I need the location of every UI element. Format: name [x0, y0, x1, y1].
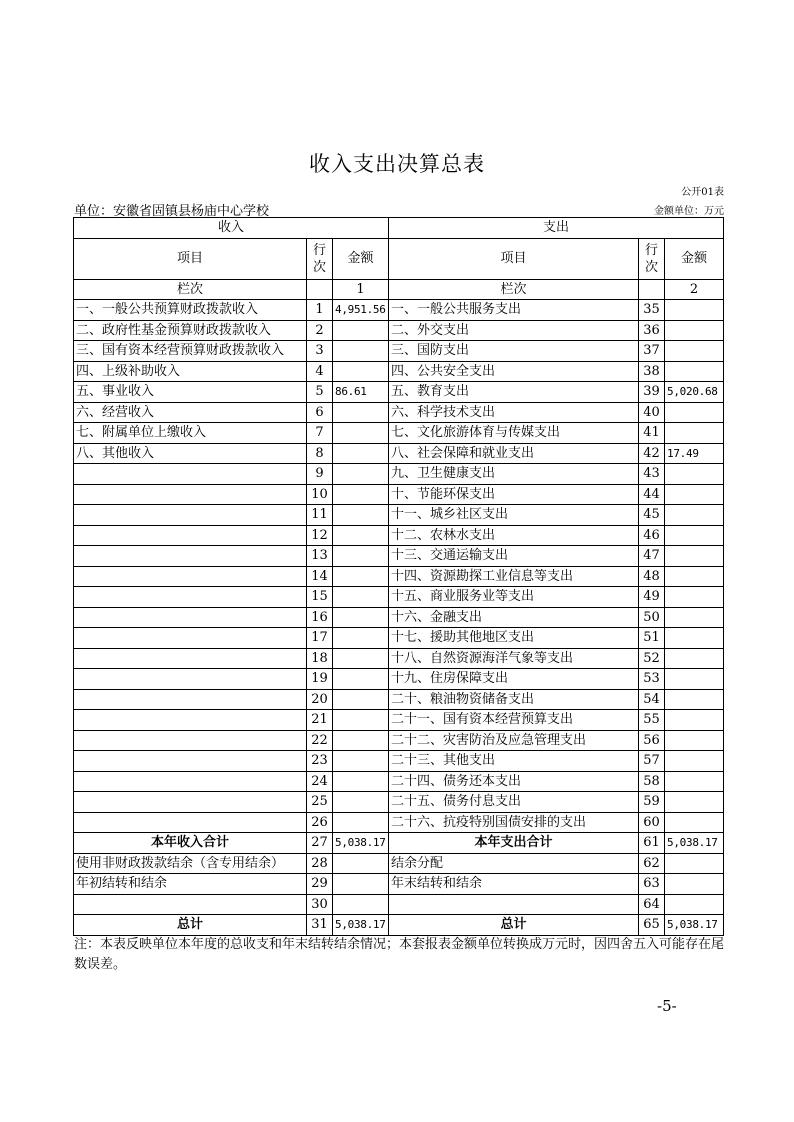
expense-item-header: 项目 [389, 238, 639, 279]
expense-line-no-cell: 59 [639, 792, 665, 813]
expense-amount-cell [665, 484, 724, 505]
income-amount-cell: 5,038.17 [333, 915, 389, 936]
income-column-label: 栏次 [74, 279, 307, 300]
expense-amount-cell [665, 566, 724, 587]
income-line-no-cell: 7 [307, 423, 333, 444]
column-header-row [74, 238, 724, 279]
expense-line-no-cell: 63 [639, 874, 665, 895]
expense-line-no-cell: 49 [639, 587, 665, 608]
expense-amount-cell: 5,020.68 [665, 382, 724, 403]
income-amount-cell [333, 505, 389, 526]
expense-line-no-cell: 36 [639, 320, 665, 341]
table-row [74, 382, 724, 403]
income-line-no-cell: 6 [307, 402, 333, 423]
income-line-no-cell: 13 [307, 546, 333, 567]
income-item-cell: 二、政府性基金预算财政拨款收入 [74, 320, 307, 341]
expense-line-no-cell: 55 [639, 710, 665, 731]
income-item-cell [74, 607, 307, 628]
income-line-no-cell: 3 [307, 341, 333, 362]
income-amount-cell [333, 771, 389, 792]
expense-line-no-cell: 57 [639, 751, 665, 772]
table-row [74, 853, 724, 874]
expense-amount-cell [665, 689, 724, 710]
expense-item-cell: 十一、城乡社区支出 [389, 505, 639, 526]
income-amount-cell [333, 525, 389, 546]
income-amount-cell [333, 669, 389, 690]
expense-amount-cell [665, 628, 724, 649]
income-amount-cell: 4,951.56 [333, 300, 389, 321]
expense-amount-cell [665, 587, 724, 608]
expense-amount-cell: 17.49 [665, 443, 724, 464]
expense-item-cell: 十九、住房保障支出 [389, 669, 639, 690]
expense-amount-cell [665, 423, 724, 444]
income-line-no-cell: 19 [307, 669, 333, 690]
income-line-no-cell: 15 [307, 587, 333, 608]
expense-line-no-cell: 48 [639, 566, 665, 587]
income-amount-cell: 86.61 [333, 382, 389, 403]
income-line-no-cell: 20 [307, 689, 333, 710]
expense-header: 支出 [389, 218, 724, 239]
income-line-no-cell: 28 [307, 853, 333, 874]
section-header-row [74, 218, 724, 239]
income-item-cell [74, 484, 307, 505]
table-row [74, 525, 724, 546]
income-item-cell: 本年收入合计 [74, 833, 307, 854]
expense-amount-cell [665, 874, 724, 895]
expense-amount-cell [665, 300, 724, 321]
expense-column-index: 2 [665, 279, 724, 300]
income-line-no-cell: 18 [307, 648, 333, 669]
income-line-no-cell: 21 [307, 710, 333, 731]
table-row [74, 730, 724, 751]
expense-line-no-cell: 44 [639, 484, 665, 505]
income-amount-cell [333, 607, 389, 628]
table-row [74, 505, 724, 526]
income-amount-cell [333, 341, 389, 362]
income-item-cell [74, 648, 307, 669]
column-index-row [74, 279, 724, 300]
expense-line-no-cell: 47 [639, 546, 665, 567]
expense-amount-cell: 5,038.17 [665, 915, 724, 936]
table-row [74, 751, 724, 772]
income-line-no-cell: 25 [307, 792, 333, 813]
expense-line-no-cell: 62 [639, 853, 665, 874]
form-number: 公开01表 [681, 187, 724, 198]
expense-item-cell: 二十三、其他支出 [389, 751, 639, 772]
table-row [74, 484, 724, 505]
table-row [74, 300, 724, 321]
income-item-cell [74, 894, 307, 915]
income-amount-cell [333, 320, 389, 341]
income-item-cell [74, 710, 307, 731]
expense-amount-cell [665, 853, 724, 874]
empty-cell [639, 279, 665, 300]
expense-line-no-cell: 35 [639, 300, 665, 321]
expense-line-no-cell: 45 [639, 505, 665, 526]
income-item-cell: 总计 [74, 915, 307, 936]
expense-item-cell: 总计 [389, 915, 639, 936]
expense-amount-cell [665, 361, 724, 382]
expense-amount-cell [665, 812, 724, 833]
expense-line-no-cell: 60 [639, 812, 665, 833]
expense-item-cell: 十六、金融支出 [389, 607, 639, 628]
expense-amount-cell [665, 464, 724, 485]
income-item-header: 项目 [74, 238, 307, 279]
income-line-no-cell: 5 [307, 382, 333, 403]
expense-item-cell: 五、教育支出 [389, 382, 639, 403]
expense-amount-cell [665, 648, 724, 669]
expense-item-cell: 十二、农林水支出 [389, 525, 639, 546]
expense-item-cell: 七、文化旅游体育与传媒支出 [389, 423, 639, 444]
expense-item-cell: 二十、粮油物资储备支出 [389, 689, 639, 710]
table-row [74, 587, 724, 608]
income-item-cell: 年初结转和结余 [74, 874, 307, 895]
expense-item-cell: 十五、商业服务业等支出 [389, 587, 639, 608]
expense-item-cell: 二十四、债务还本支出 [389, 771, 639, 792]
expense-amount-cell [665, 402, 724, 423]
income-amount-cell [333, 648, 389, 669]
income-line-no-cell: 2 [307, 320, 333, 341]
income-line-no-cell: 16 [307, 607, 333, 628]
expense-item-cell: 十八、自然资源海洋气象等支出 [389, 648, 639, 669]
table-row [74, 689, 724, 710]
income-item-cell: 八、其他收入 [74, 443, 307, 464]
income-line-no-cell: 23 [307, 751, 333, 772]
income-item-cell [74, 730, 307, 751]
income-item-cell [74, 546, 307, 567]
income-amount-cell [333, 423, 389, 444]
income-item-cell [74, 669, 307, 690]
income-line-no-cell: 11 [307, 505, 333, 526]
table-row [74, 894, 724, 915]
income-line-no-cell: 9 [307, 464, 333, 485]
income-amount-cell [333, 587, 389, 608]
table-row [74, 648, 724, 669]
table-row [74, 812, 724, 833]
expense-line-no-cell: 53 [639, 669, 665, 690]
expense-item-cell: 四、公共安全支出 [389, 361, 639, 382]
table-row [74, 771, 724, 792]
income-line-no-cell: 24 [307, 771, 333, 792]
income-amount-cell [333, 402, 389, 423]
income-line-no-cell: 8 [307, 443, 333, 464]
income-line-no-cell: 29 [307, 874, 333, 895]
expense-line-no-cell: 58 [639, 771, 665, 792]
table-row [74, 464, 724, 485]
income-amount-cell [333, 484, 389, 505]
income-line-no-cell: 27 [307, 833, 333, 854]
empty-cell [307, 279, 333, 300]
table-row [74, 443, 724, 464]
income-line-no-cell: 14 [307, 566, 333, 587]
expense-item-cell: 十、节能环保支出 [389, 484, 639, 505]
income-item-cell [74, 628, 307, 649]
income-item-cell [74, 505, 307, 526]
expense-line-no-cell: 40 [639, 402, 665, 423]
expense-line-no-cell: 43 [639, 464, 665, 485]
footnote: 注：本表反映单位本年度的总收支和年末结转结余情况；本套报表金额单位转换成万元时，因四舍五入可能存在尾数误差。 [74, 937, 725, 972]
expense-item-cell: 二十二、灾害防治及应急管理支出 [389, 730, 639, 751]
page-title: 收入支出决算总表 [309, 152, 485, 176]
income-line-no-cell: 31 [307, 915, 333, 936]
table-row [74, 546, 724, 567]
budget-table [73, 217, 724, 936]
expense-line-no-cell: 52 [639, 648, 665, 669]
expense-line-no-cell: 42 [639, 443, 665, 464]
expense-line-no-cell: 64 [639, 894, 665, 915]
expense-item-cell: 十七、援助其他地区支出 [389, 628, 639, 649]
income-item-cell [74, 566, 307, 587]
income-item-cell: 使用非财政拨款结余（含专用结余） [74, 853, 307, 874]
table-row [74, 402, 724, 423]
table-row [74, 833, 724, 854]
expense-amount-cell [665, 771, 724, 792]
expense-line-header: 行 次 [639, 238, 665, 279]
table-row [74, 874, 724, 895]
income-item-cell [74, 792, 307, 813]
table-row [74, 915, 724, 936]
income-item-cell [74, 689, 307, 710]
expense-item-cell: 十三、交通运输支出 [389, 546, 639, 567]
income-amount-cell [333, 546, 389, 567]
expense-item-cell: 二十六、抗疫特别国债安排的支出 [389, 812, 639, 833]
income-amount-cell: 5,038.17 [333, 833, 389, 854]
expense-amount-cell [665, 341, 724, 362]
table-row [74, 566, 724, 587]
table-row [74, 361, 724, 382]
income-amount-cell [333, 464, 389, 485]
income-amount-cell [333, 443, 389, 464]
income-amount-cell [333, 874, 389, 895]
income-amount-cell [333, 853, 389, 874]
expense-amount-cell [665, 792, 724, 813]
expense-amount-cell [665, 710, 724, 731]
income-item-cell [74, 812, 307, 833]
expense-item-cell: 本年支出合计 [389, 833, 639, 854]
expense-column-label: 栏次 [389, 279, 639, 300]
expense-item-cell: 结余分配 [389, 853, 639, 874]
expense-line-no-cell: 39 [639, 382, 665, 403]
expense-amount-cell [665, 525, 724, 546]
income-amount-cell [333, 689, 389, 710]
income-item-cell [74, 771, 307, 792]
expense-line-no-cell: 61 [639, 833, 665, 854]
expense-amount-cell [665, 730, 724, 751]
income-item-cell: 四、上级补助收入 [74, 361, 307, 382]
income-item-cell: 三、国有资本经营预算财政拨款收入 [74, 341, 307, 362]
income-line-no-cell: 30 [307, 894, 333, 915]
income-amount-cell [333, 628, 389, 649]
table-row [74, 320, 724, 341]
unit-label: 单位：安徽省固镇县杨庙中心学校 [74, 204, 270, 219]
income-amount-cell [333, 361, 389, 382]
expense-item-cell: 九、卫生健康支出 [389, 464, 639, 485]
income-amount-cell [333, 710, 389, 731]
expense-amount-cell [665, 505, 724, 526]
page-number: -5- [657, 997, 677, 1015]
expense-item-cell: 八、社会保障和就业支出 [389, 443, 639, 464]
expense-line-no-cell: 51 [639, 628, 665, 649]
income-amount-cell [333, 751, 389, 772]
expense-line-no-cell: 50 [639, 607, 665, 628]
expense-amount-cell [665, 894, 724, 915]
expense-line-no-cell: 65 [639, 915, 665, 936]
expense-amount-cell [665, 320, 724, 341]
expense-line-no-cell: 37 [639, 341, 665, 362]
table-row [74, 710, 724, 731]
income-item-cell [74, 587, 307, 608]
income-line-no-cell: 22 [307, 730, 333, 751]
table-row [74, 669, 724, 690]
income-column-index: 1 [333, 279, 389, 300]
expense-line-no-cell: 56 [639, 730, 665, 751]
income-item-cell [74, 525, 307, 546]
table-row [74, 628, 724, 649]
expense-line-no-cell: 46 [639, 525, 665, 546]
expense-amount-cell [665, 751, 724, 772]
expense-amount-cell [665, 669, 724, 690]
income-item-cell: 六、经营收入 [74, 402, 307, 423]
income-line-no-cell: 1 [307, 300, 333, 321]
expense-amount-cell: 5,038.17 [665, 833, 724, 854]
income-amount-cell [333, 792, 389, 813]
expense-amount-header: 金额 [665, 238, 724, 279]
income-line-no-cell: 26 [307, 812, 333, 833]
expense-item-cell: 一、一般公共服务支出 [389, 300, 639, 321]
expense-item-cell: 二十一、国有资本经营预算支出 [389, 710, 639, 731]
table-row [74, 341, 724, 362]
expense-amount-cell [665, 546, 724, 567]
table-row [74, 423, 724, 444]
income-line-no-cell: 10 [307, 484, 333, 505]
income-amount-cell [333, 812, 389, 833]
income-item-cell [74, 464, 307, 485]
expense-amount-cell [665, 607, 724, 628]
expense-item-cell: 二、外交支出 [389, 320, 639, 341]
income-amount-cell [333, 730, 389, 751]
income-line-no-cell: 4 [307, 361, 333, 382]
money-unit-label: 金额单位：万元 [654, 206, 724, 217]
income-item-cell: 七、附属单位上缴收入 [74, 423, 307, 444]
income-line-header: 行 次 [307, 238, 333, 279]
expense-item-cell: 十四、资源勘探工业信息等支出 [389, 566, 639, 587]
expense-line-no-cell: 54 [639, 689, 665, 710]
income-line-no-cell: 17 [307, 628, 333, 649]
expense-item-cell: 六、科学技术支出 [389, 402, 639, 423]
table-row [74, 607, 724, 628]
income-line-no-cell: 12 [307, 525, 333, 546]
expense-item-cell [389, 894, 639, 915]
expense-line-no-cell: 38 [639, 361, 665, 382]
income-amount-header: 金额 [333, 238, 389, 279]
table-row [74, 792, 724, 813]
expense-line-no-cell: 41 [639, 423, 665, 444]
income-item-cell [74, 751, 307, 772]
income-item-cell: 五、事业收入 [74, 382, 307, 403]
income-header: 收入 [74, 218, 389, 239]
expense-item-cell: 年末结转和结余 [389, 874, 639, 895]
expense-item-cell: 三、国防支出 [389, 341, 639, 362]
income-amount-cell [333, 566, 389, 587]
expense-item-cell: 二十五、债务付息支出 [389, 792, 639, 813]
income-amount-cell [333, 894, 389, 915]
income-item-cell: 一、一般公共预算财政拨款收入 [74, 300, 307, 321]
